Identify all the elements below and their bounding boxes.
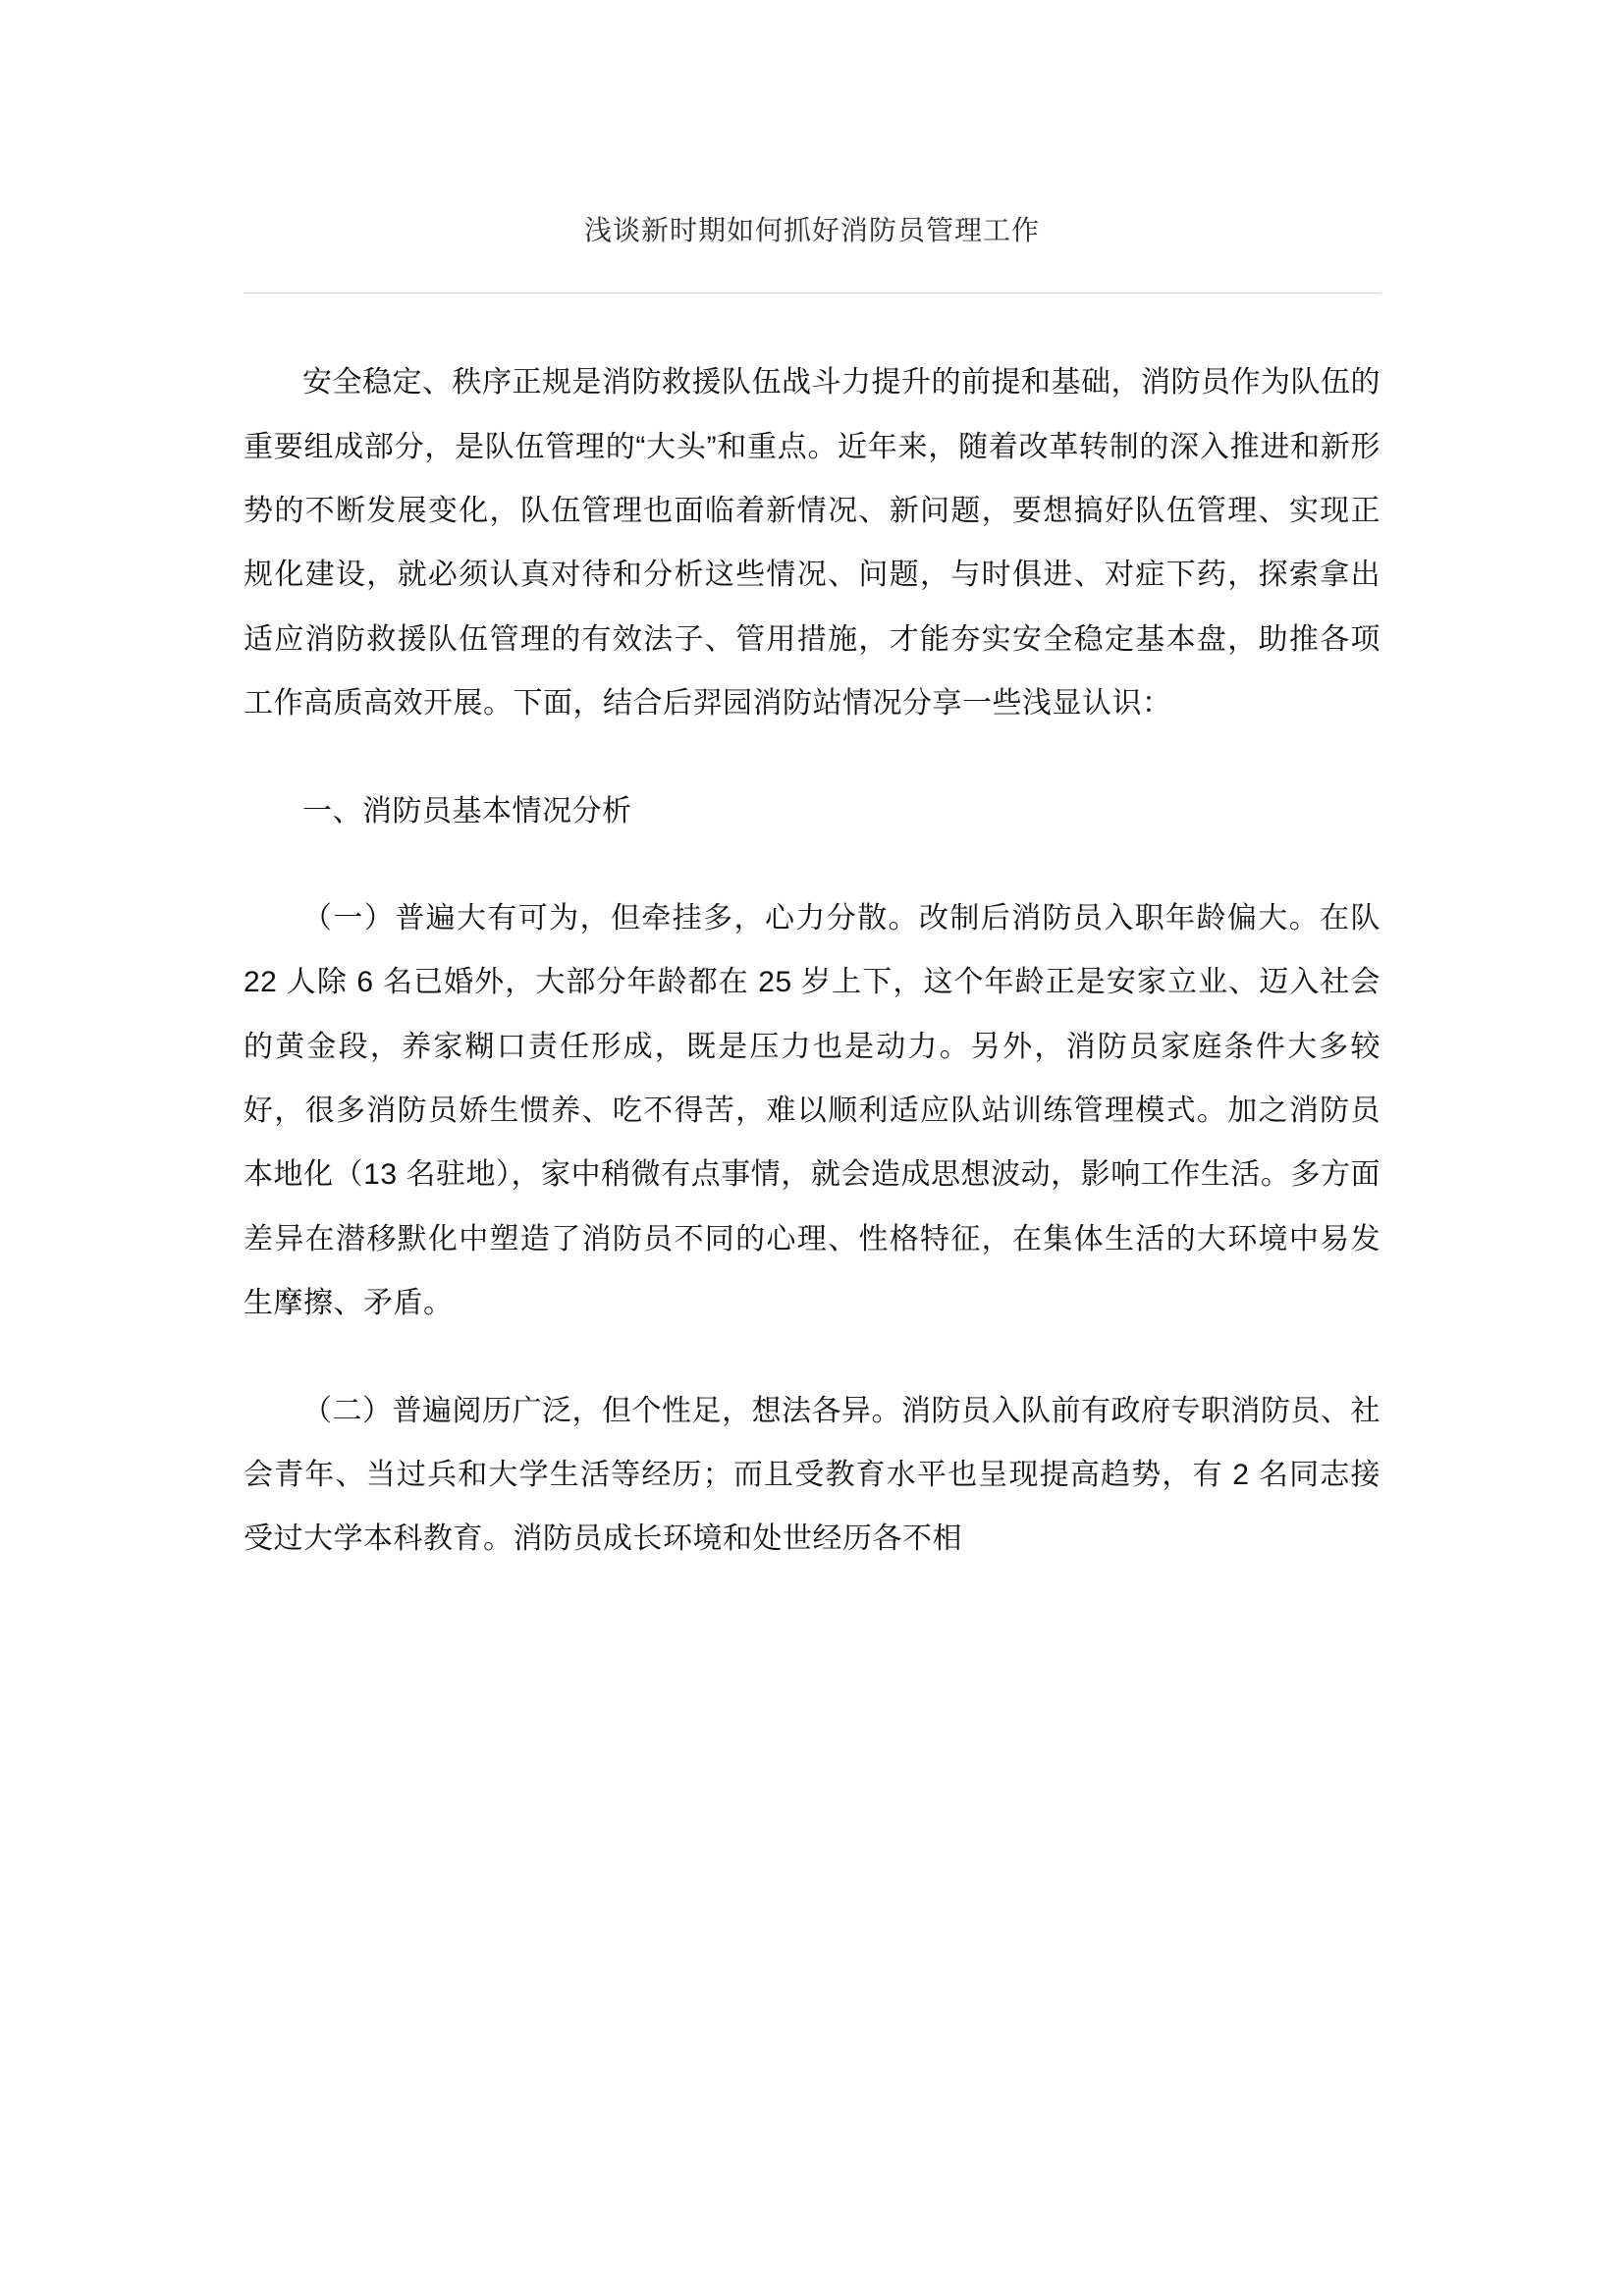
paragraph-1: 安全稳定、秩序正规是消防救援队伍战斗力提升的前提和基础，消防员作为队伍的重要组成部分，是队伍管理的“大头”和重点。近年来，随着改革转制的深入推进和新形势的不断发展变化，队伍管理也面临着新情况、新问题，要想搞好队伍管理、实现正规化建设，就必须认真对待和分析这些情况、问题，与时俱进、对症下药，探索拿出适应消防救援队伍管理的有效法子、管用措施，才能夯实安全稳定基本盘，助推各项工作高质高效开展。下面，结合后羿园消防站情况分享一些浅显认识：	[244, 366, 1380, 721]
document-body	[244, 211, 1380, 1572]
page-title: 浅谈新时期如何抓好消防员管理工作	[583, 215, 1040, 245]
paragraph-2: （一）普遍大有可为，但牵挂多，心力分散。改制后消防员入职年龄偏大。在队 22 人除 6 名已婚外，大部分年龄都在 25 岁上下，这个年龄正是安家立业、迈入社会的黄金段，养家糊口责任形成，既是压力也是动力。另外，消防员家庭条件大多较好，很多消防员娇生惯养、吃不得苦，难以顺利适应队站训练管理模式。加之消防员本地化（13 名驻地），家中稍微有点事情，就会造成思想波动，影响工作生活。多方面差异在潜移默化中塑造了消防员不同的心理、性格特征，在集体生活的大环境中易发生摩擦、矛盾。	[244, 901, 1380, 1320]
section-heading-1: 一、消防员基本情况分析	[302, 794, 632, 828]
paragraph-3: （二）普遍阅历广泛，但个性足，想法各异。消防员入队前有政府专职消防员、社会青年、当过兵和大学生活等经历；而且受教育水平也呈现提高趋势，有 2 名同志接受过大学本科教育。消防员成长环境和处世经历各不相	[244, 1394, 1380, 1556]
title-divider	[244, 293, 1380, 294]
